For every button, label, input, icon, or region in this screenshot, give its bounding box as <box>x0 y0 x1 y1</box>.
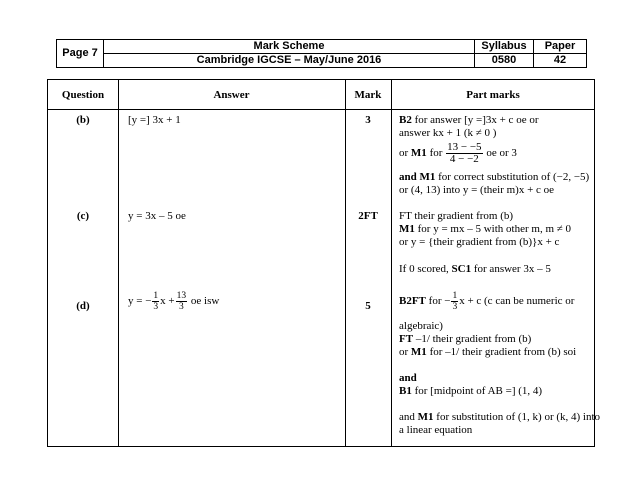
part-text: oe or 3 <box>486 147 517 159</box>
column-divider <box>345 80 346 446</box>
mark-scheme-table <box>47 79 601 447</box>
mark-code: M1 <box>399 223 415 235</box>
mark-b: 3 <box>365 114 371 126</box>
answer-d <box>128 288 219 314</box>
part-marks-d-line4 <box>399 346 576 359</box>
part-marks-b-line4 <box>399 171 589 184</box>
paper-number: 42 <box>534 54 587 68</box>
mark-code: M1 <box>410 346 427 358</box>
fraction-denominator: 4 − −2 <box>449 152 479 165</box>
question-c: (c) <box>76 210 90 222</box>
col-header-answer: Answer <box>213 89 250 101</box>
part-marks-d-line7 <box>399 411 600 424</box>
col-header-part-marks: Part marks <box>466 89 520 101</box>
answer-text: x + <box>160 295 175 307</box>
gradient-fraction <box>451 291 458 312</box>
part-text: –1/ their gradient from (b) <box>413 333 532 345</box>
mark-code: M1 <box>417 411 434 423</box>
exam-subtitle: Cambridge IGCSE – May/June 2016 <box>104 54 475 68</box>
mark-code: SC1 <box>451 263 472 275</box>
mark-code: and M1 <box>399 171 436 183</box>
part-text: or <box>399 346 411 358</box>
part-text: x + c (c can be numeric or <box>459 295 575 307</box>
fraction-denominator: 3 <box>153 301 159 312</box>
column-divider <box>118 80 119 446</box>
answer-c: y = 3x – 5 oe <box>128 210 186 222</box>
page-header <box>56 39 587 68</box>
fraction-numerator: 13 <box>176 290 187 301</box>
gradient-fraction <box>446 142 482 165</box>
part-marks-c-line3: or y = {their gradient from (b)}x + c <box>399 236 560 248</box>
paper-label: Paper <box>534 40 587 54</box>
col-header-question: Question <box>61 89 105 101</box>
mark-d: 5 <box>365 300 371 312</box>
part-marks-d-line1 <box>399 288 574 314</box>
question-d: (d) <box>76 300 90 312</box>
answer-fraction <box>152 291 159 312</box>
part-marks-d-line6 <box>399 385 542 398</box>
part-text: or <box>399 147 411 159</box>
header-row-divider <box>48 109 594 110</box>
part-text: If 0 scored, <box>399 263 452 275</box>
part-text: for substitution of (1, k) or (k, 4) into <box>433 411 601 423</box>
part-text: for answer [y =]3x + c oe or <box>411 114 539 126</box>
fraction-denominator: 3 <box>179 301 184 312</box>
part-text: for [midpoint of AB =] (1, 4) <box>411 385 543 397</box>
syllabus-label: Syllabus <box>475 40 534 54</box>
fraction-numerator: 13 − −5 <box>447 140 482 153</box>
part-marks-d-line8: a linear equation <box>399 424 473 436</box>
part-text: for correct substitution of (−2, −5) <box>435 171 590 183</box>
part-marks-d-line3 <box>399 333 531 346</box>
answer-fraction <box>176 291 188 312</box>
mark-code: B2 <box>399 114 412 126</box>
question-b: (b) <box>76 114 90 126</box>
part-text: for –1/ their gradient from (b) soi <box>426 346 577 358</box>
part-marks-b-line5: or (4, 13) into y = (their m)x + c oe <box>399 184 555 196</box>
page-number: Page 7 <box>57 40 104 68</box>
part-text: and <box>399 411 418 423</box>
mark-code: FT <box>399 333 414 345</box>
fraction-denominator: 3 <box>452 301 458 312</box>
answer-b: [y =] 3x + 1 <box>128 114 181 126</box>
answer-text: oe isw <box>188 295 220 307</box>
part-marks-b-line2: answer kx + 1 (k ≠ 0 ) <box>399 127 497 139</box>
part-marks-d-line2: algebraic) <box>399 320 443 332</box>
answer-text: y = − <box>128 295 152 307</box>
mark-code: M1 <box>410 147 427 159</box>
part-text: for <box>426 147 443 159</box>
part-text: for answer 3x – 5 <box>471 263 551 275</box>
part-marks-c-line1: FT their gradient from (b) <box>399 210 514 222</box>
doc-title: Mark Scheme <box>104 40 475 54</box>
col-header-mark: Mark <box>354 89 382 101</box>
mark-code: B2FT <box>399 295 426 307</box>
part-marks-c-line4 <box>399 263 551 276</box>
part-marks-b-line1 <box>399 114 538 127</box>
part-text: for − <box>425 295 451 307</box>
syllabus-code: 0580 <box>475 54 534 68</box>
mark-c: 2FT <box>358 210 378 222</box>
part-marks-d-line5: and <box>399 372 417 384</box>
column-divider <box>391 80 392 446</box>
fraction-numerator: 1 <box>153 290 159 301</box>
part-marks-b-line3 <box>399 141 517 165</box>
part-marks-c-line2 <box>399 223 571 236</box>
mark-code: B1 <box>399 385 412 397</box>
part-text: for y = mx – 5 with other m, m ≠ 0 <box>414 223 572 235</box>
fraction-numerator: 1 <box>452 290 458 301</box>
